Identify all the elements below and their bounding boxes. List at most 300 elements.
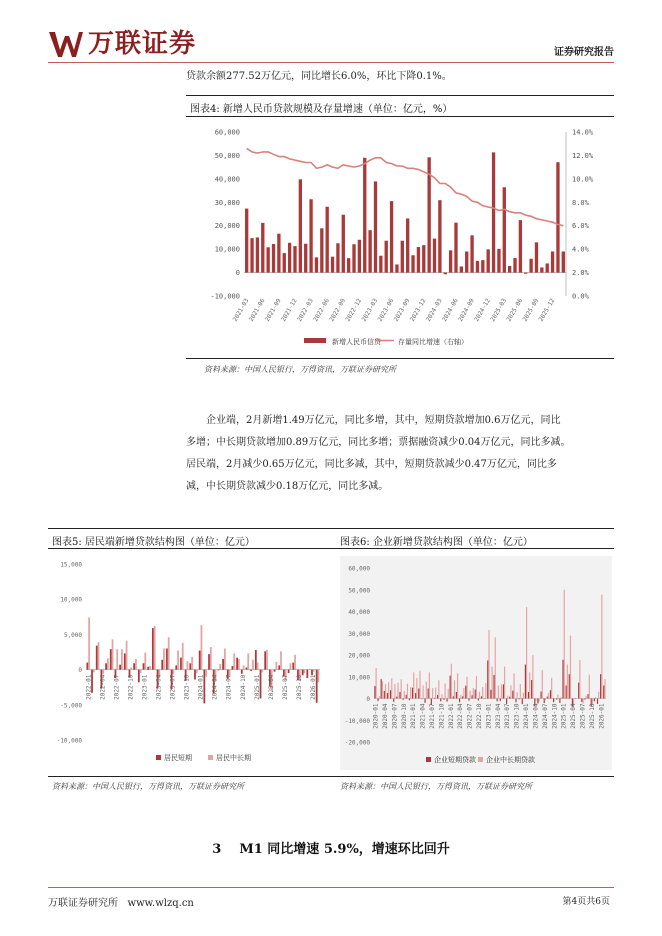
bar-new-rmb-loans xyxy=(385,241,388,273)
section-number: 3 xyxy=(212,842,222,857)
x-tick-label: 2021-04 xyxy=(419,703,427,729)
x-tick-label: 2022-04 xyxy=(457,703,465,729)
bar-long-term xyxy=(548,693,549,698)
bar-short-term xyxy=(218,670,220,671)
x-tick-label: 2022-07 xyxy=(113,674,121,700)
bar-short-term xyxy=(381,679,382,698)
bar-new-rmb-loans xyxy=(342,215,345,273)
bar-long-term xyxy=(601,595,602,699)
bar-long-term xyxy=(564,590,565,699)
x-tick-label: 2025-07 xyxy=(281,674,289,700)
x-tick-label: 2023-09 xyxy=(392,297,412,323)
bar-new-rmb-loans xyxy=(562,251,565,272)
bar-long-term xyxy=(224,648,226,669)
legend-label-short: 居民短期 xyxy=(164,754,192,762)
y-left-tick-label: 50,000 xyxy=(214,151,240,160)
bar-new-rmb-loans xyxy=(368,230,371,272)
bar-long-term xyxy=(413,672,414,698)
figures-5-6-bottom-rule xyxy=(48,776,614,777)
bar-long-term xyxy=(280,651,282,669)
bar-short-term xyxy=(588,694,589,698)
bar-long-term xyxy=(382,681,383,698)
bar-new-rmb-loans xyxy=(535,242,538,272)
bar-short-term xyxy=(306,670,308,678)
bar-new-rmb-loans xyxy=(272,244,275,273)
bar-short-term xyxy=(241,670,243,674)
y-left-tick-label: 0 xyxy=(235,269,240,278)
bar-short-term xyxy=(515,699,516,703)
x-tick-label: 2025-01 xyxy=(560,703,568,729)
y-right-tick-label: 0.0% xyxy=(572,292,589,301)
bar-new-rmb-loans xyxy=(433,239,436,273)
bar-short-term xyxy=(446,699,447,702)
x-tick-label: 2024-04 xyxy=(532,703,540,729)
bar-long-term xyxy=(523,693,524,699)
bar-short-term xyxy=(302,670,304,676)
x-tick-label: 2026-01 xyxy=(309,674,317,700)
y-tick-label: 30,000 xyxy=(348,630,370,638)
bar-short-term xyxy=(194,670,196,680)
y-tick-label: 10,000 xyxy=(60,596,82,604)
legend-swatch-bars xyxy=(304,338,326,343)
x-tick-label: 2022-07 xyxy=(466,703,474,729)
bar-long-term xyxy=(595,697,596,698)
bar-long-term xyxy=(201,625,203,669)
bar-short-term xyxy=(487,660,488,698)
y-tick-label: -20,000 xyxy=(344,739,370,747)
bar-new-rmb-loans xyxy=(395,264,398,272)
bar-short-term xyxy=(236,658,238,670)
bar-new-rmb-loans xyxy=(288,243,291,273)
bar-short-term xyxy=(208,654,210,669)
legend-label-line: 存量同比增速（右轴） xyxy=(398,338,468,346)
bar-long-term xyxy=(438,680,439,698)
bar-short-term xyxy=(553,699,554,703)
bar-short-term xyxy=(105,663,107,669)
bar-new-rmb-loans xyxy=(476,261,479,273)
bar-long-term xyxy=(460,695,461,699)
x-tick-label: 2025-07 xyxy=(579,703,587,729)
bar-short-term xyxy=(292,663,294,670)
bar-new-rmb-loans xyxy=(503,187,506,272)
bar-long-term xyxy=(394,684,395,699)
bar-short-term xyxy=(437,695,438,698)
figure4-top-rule xyxy=(186,95,614,96)
figure5-title: 图表5: 居民端新增贷款结构图（单位：亿元） xyxy=(52,537,255,548)
bar-short-term xyxy=(278,665,280,669)
x-tick-label: 2025-12 xyxy=(537,297,557,323)
bar-short-term xyxy=(124,653,126,669)
x-tick-label: 2024-12 xyxy=(473,297,492,323)
legend-label-short: 企业短期贷款 xyxy=(434,756,476,764)
bar-short-term xyxy=(450,676,451,699)
bar-long-term xyxy=(397,683,398,699)
bar-short-term xyxy=(478,699,479,701)
bar-short-term xyxy=(403,699,404,700)
bar-long-term xyxy=(482,687,483,699)
logo-w-icon xyxy=(48,28,84,60)
bar-new-rmb-loans xyxy=(250,238,253,272)
y-right-tick-label: 14.0% xyxy=(572,128,594,137)
bar-new-rmb-loans xyxy=(304,244,307,273)
x-tick-label: 2024-09 xyxy=(457,297,476,323)
bar-short-term xyxy=(556,699,557,700)
bar-new-rmb-loans xyxy=(444,273,447,275)
bar-long-term xyxy=(476,676,477,698)
legend-swatch-short xyxy=(426,757,431,762)
bar-long-term xyxy=(401,679,402,698)
x-tick-label: 2022-01 xyxy=(85,674,93,700)
bar-short-term xyxy=(406,695,407,699)
bar-long-term xyxy=(513,673,514,698)
bar-short-term xyxy=(180,658,182,670)
bar-long-term xyxy=(539,699,540,702)
bar-short-term xyxy=(377,699,378,702)
bar-short-term xyxy=(581,699,582,702)
bar-long-term xyxy=(529,672,530,698)
bar-new-rmb-loans xyxy=(309,199,312,272)
x-tick-label: 2023-04 xyxy=(494,703,502,729)
bar-long-term xyxy=(149,666,151,670)
x-tick-label: 2023-03 xyxy=(360,297,380,323)
x-tick-label: 2022-03 xyxy=(296,297,315,323)
y-tick-label: 40,000 xyxy=(348,609,370,616)
bar-long-term xyxy=(495,637,496,698)
x-tick-label: 2023-10 xyxy=(183,674,191,700)
bar-new-rmb-loans xyxy=(551,251,554,272)
bar-long-term xyxy=(504,667,505,699)
bar-short-term xyxy=(453,696,454,698)
bar-short-term xyxy=(584,699,585,700)
bar-new-rmb-loans xyxy=(460,266,463,272)
bar-long-term xyxy=(586,696,587,699)
bar-long-term xyxy=(520,684,521,699)
bar-long-term xyxy=(441,694,442,698)
bar-new-rmb-loans xyxy=(556,162,559,272)
bar-short-term xyxy=(462,696,463,698)
bar-short-term xyxy=(161,660,163,670)
x-tick-label: 2026-01 xyxy=(598,703,606,729)
y-left-tick-label: 60,000 xyxy=(214,128,240,137)
bar-long-term xyxy=(177,651,179,670)
bar-long-term xyxy=(243,665,245,669)
y-left-tick-label: 10,000 xyxy=(214,245,240,254)
y-tick-label: 0 xyxy=(366,696,370,703)
bar-long-term xyxy=(507,696,508,699)
bar-short-term xyxy=(86,663,88,670)
bar-short-term xyxy=(418,688,419,698)
bar-long-term xyxy=(517,692,518,698)
bar-long-term xyxy=(294,655,296,670)
bar-new-rmb-loans xyxy=(519,220,522,272)
bar-long-term xyxy=(98,642,100,669)
figure4-bottom-rule xyxy=(186,358,614,359)
bar-long-term xyxy=(479,692,480,699)
bar-long-term xyxy=(598,692,599,699)
bar-long-term xyxy=(304,670,306,674)
bar-long-term xyxy=(168,637,170,669)
bar-short-term xyxy=(540,692,541,699)
bar-long-term xyxy=(163,648,165,669)
x-tick-label: 2023-01 xyxy=(141,674,149,700)
bar-short-term xyxy=(222,659,224,670)
x-tick-label: 2024-04 xyxy=(211,674,219,700)
bar-short-term xyxy=(387,693,388,698)
bar-short-term xyxy=(475,690,476,699)
bar-new-rmb-loans xyxy=(438,200,441,272)
section-title: M1 同比增速 5.9%，增速环比回升 xyxy=(239,842,450,857)
bar-long-term xyxy=(93,670,95,673)
bar-short-term xyxy=(528,692,529,699)
bar-new-rmb-loans xyxy=(465,251,468,272)
bar-short-term xyxy=(472,695,473,698)
bar-new-rmb-loans xyxy=(374,181,377,272)
bar-long-term xyxy=(567,665,568,699)
bar-long-term xyxy=(492,667,493,699)
bar-long-term xyxy=(444,683,445,698)
figures-5-6-top-rule xyxy=(48,528,614,529)
bar-long-term xyxy=(570,636,571,699)
bar-long-term xyxy=(247,653,249,669)
bar-new-rmb-loans xyxy=(390,201,393,272)
x-tick-label: 2023-04 xyxy=(155,674,163,700)
bar-new-rmb-loans xyxy=(401,241,404,273)
bar-long-term xyxy=(454,680,455,698)
bar-short-term xyxy=(459,699,460,703)
bar-short-term xyxy=(384,691,385,699)
bar-long-term xyxy=(196,670,198,674)
bar-short-term xyxy=(434,698,435,699)
x-tick-label: 2025-10 xyxy=(295,674,303,700)
bar-short-term xyxy=(399,692,400,699)
y-left-tick-label: -10,000 xyxy=(210,292,240,301)
legend-label-bars: 新增人民币信贷 xyxy=(332,338,381,346)
bar-short-term xyxy=(415,693,416,698)
bar-new-rmb-loans xyxy=(266,247,269,272)
bar-long-term xyxy=(589,675,590,699)
bar-new-rmb-loans xyxy=(320,228,323,272)
section-heading xyxy=(0,838,662,857)
bar-long-term xyxy=(257,663,259,670)
bar-new-rmb-loans xyxy=(406,218,409,272)
bar-long-term xyxy=(172,670,174,675)
bar-short-term xyxy=(522,699,523,705)
bar-long-term xyxy=(313,670,315,672)
y-left-tick-label: 20,000 xyxy=(214,222,240,231)
bar-new-rmb-loans xyxy=(508,266,511,273)
y-right-tick-label: 12.0% xyxy=(572,151,594,160)
x-tick-label: 2023-12 xyxy=(408,297,428,323)
x-tick-label: 2022-01 xyxy=(447,703,455,729)
bar-long-term xyxy=(429,672,430,698)
x-tick-label: 2024-03 xyxy=(424,297,444,323)
bar-short-term xyxy=(110,649,112,669)
bar-long-term xyxy=(485,683,486,698)
bar-new-rmb-loans xyxy=(524,273,527,274)
y-tick-label: -5,000 xyxy=(60,702,82,710)
bar-long-term xyxy=(419,671,420,699)
x-tick-label: 2024-07 xyxy=(225,674,233,700)
bar-long-term xyxy=(144,653,146,670)
bar-short-term xyxy=(550,690,551,698)
bar-long-term xyxy=(112,639,114,669)
x-tick-label: 2024-06 xyxy=(441,297,460,323)
logo-text: 万联证券 xyxy=(88,29,197,59)
bar-short-term xyxy=(512,691,513,699)
footer-org-name: 万联证券研究所 xyxy=(48,898,118,909)
bar-short-term xyxy=(537,699,538,704)
footer-url[interactable]: www.wlzq.cn xyxy=(127,898,194,909)
brand-logo xyxy=(48,28,228,60)
paragraph-line-1: 企业端，2月新增1.49万亿元，同比多增，其中，短期贷款增加0.6万亿元，同比 xyxy=(206,415,561,426)
x-tick-label: 2022-09 xyxy=(328,297,348,323)
bar-long-term xyxy=(579,660,580,698)
bar-short-term xyxy=(440,699,441,702)
bar-long-term xyxy=(308,669,310,670)
paragraph-line-3: 居民端，2月减少0.65万亿元，同比多减，其中，短期贷款减少0.47万亿元，同比多 xyxy=(186,459,557,470)
x-tick-label: 2024-10 xyxy=(551,703,559,729)
bar-long-term xyxy=(466,677,467,699)
bar-long-term xyxy=(289,663,291,669)
footer-divider xyxy=(48,887,614,888)
bar-short-term xyxy=(506,699,507,704)
bar-short-term xyxy=(424,699,425,703)
bar-long-term xyxy=(551,678,552,699)
bar-long-term xyxy=(451,664,452,699)
x-tick-label: 2022-04 xyxy=(99,674,107,700)
figure5-source: 资料来源：中国人民银行，万得资讯，万联证券研究所 xyxy=(52,782,244,791)
x-tick-label: 2024-07 xyxy=(541,703,549,729)
y-tick-label: -10,000 xyxy=(56,737,82,745)
bar-new-rmb-loans xyxy=(529,259,532,273)
bar-new-rmb-loans xyxy=(256,237,259,272)
figure6-title: 图表6: 企业新增贷款结构图（单位：亿元） xyxy=(340,537,533,548)
bar-long-term xyxy=(191,657,193,670)
bar-short-term xyxy=(503,684,504,698)
bar-short-term xyxy=(421,699,422,700)
x-tick-label: 2023-01 xyxy=(485,703,493,729)
bar-short-term xyxy=(96,646,98,670)
x-tick-label: 2021-07 xyxy=(429,703,436,729)
bar-new-rmb-loans xyxy=(487,249,490,272)
bar-short-term xyxy=(481,696,482,698)
bar-long-term xyxy=(140,670,142,674)
bar-long-term xyxy=(135,659,137,670)
x-tick-label: 2025-09 xyxy=(521,297,541,323)
x-tick-label: 2023-06 xyxy=(376,297,396,323)
y-right-tick-label: 8.0% xyxy=(572,198,589,207)
legend-label-long: 居民中长期 xyxy=(216,754,251,762)
figure5-chart xyxy=(52,556,324,770)
bar-new-rmb-loans xyxy=(492,152,495,272)
figure4-chart xyxy=(186,118,614,356)
footer-org xyxy=(48,894,194,909)
bar-long-term xyxy=(219,664,221,670)
x-tick-label: 2021-06 xyxy=(247,297,267,323)
bar-short-term xyxy=(490,690,491,699)
bar-long-term xyxy=(275,662,277,670)
bar-long-term xyxy=(432,688,433,698)
line-stock-growth xyxy=(247,148,564,225)
bar-new-rmb-loans xyxy=(245,209,248,273)
bar-new-rmb-loans xyxy=(352,244,355,272)
figure6-chart xyxy=(340,556,612,770)
bar-short-term xyxy=(255,650,257,670)
bar-new-rmb-loans xyxy=(293,246,296,272)
bar-long-term xyxy=(233,653,235,669)
bar-short-term xyxy=(199,651,201,670)
bar-long-term xyxy=(404,691,405,699)
legend-swatch-long xyxy=(208,755,213,760)
figure4-title: 图表4: 新增人民币贷款规模及存量增速（单位：亿元，%） xyxy=(190,104,453,115)
header-divider xyxy=(48,62,614,63)
bar-new-rmb-loans xyxy=(411,255,414,272)
bar-long-term xyxy=(448,689,449,699)
bar-long-term xyxy=(261,670,263,673)
bar-new-rmb-loans xyxy=(347,258,350,272)
x-tick-label: 2021-09 xyxy=(263,297,283,323)
y-left-tick-label: 30,000 xyxy=(214,198,240,207)
bar-long-term xyxy=(545,699,546,701)
bar-short-term xyxy=(525,665,526,699)
x-tick-label: 2020-10 xyxy=(400,703,408,729)
bar-short-term xyxy=(390,690,391,698)
y-tick-label: 50,000 xyxy=(348,587,370,595)
bar-long-term xyxy=(423,685,424,698)
bar-short-term xyxy=(566,685,567,698)
bar-long-term xyxy=(410,687,411,698)
x-tick-label: 2023-07 xyxy=(504,703,512,729)
chart-background xyxy=(340,556,612,770)
bar-new-rmb-loans xyxy=(277,234,280,273)
footer-page-number: 第4页共6页 xyxy=(562,897,610,907)
y-tick-label: 5,000 xyxy=(63,631,82,639)
bar-new-rmb-loans xyxy=(283,253,286,272)
y-tick-label: 15,000 xyxy=(60,561,82,569)
bar-long-term xyxy=(205,670,207,677)
y-right-tick-label: 6.0% xyxy=(572,222,589,231)
bar-long-term xyxy=(116,649,118,669)
bar-short-term xyxy=(578,683,579,699)
y-right-tick-label: 2.0% xyxy=(572,269,589,278)
bar-short-term xyxy=(594,699,595,702)
bar-long-term xyxy=(126,641,128,670)
bar-long-term xyxy=(510,685,511,698)
bar-long-term xyxy=(121,649,123,669)
bar-short-term xyxy=(597,699,598,704)
x-tick-label: 2025-04 xyxy=(267,674,275,700)
bar-short-term xyxy=(133,663,135,669)
bar-new-rmb-loans xyxy=(481,260,484,272)
bar-long-term xyxy=(526,607,527,698)
bar-short-term xyxy=(456,692,457,699)
bar-short-term xyxy=(288,670,290,674)
bar-long-term xyxy=(554,699,555,700)
bar-long-term xyxy=(604,679,605,698)
bar-long-term xyxy=(154,626,156,670)
bar-long-term xyxy=(407,684,408,699)
bar-long-term xyxy=(470,690,471,698)
x-tick-label: 2020-07 xyxy=(391,703,399,729)
x-tick-label: 2025-04 xyxy=(570,703,578,729)
bar-short-term xyxy=(143,663,145,669)
bar-new-rmb-loans xyxy=(513,258,516,273)
x-tick-label: 2022-12 xyxy=(344,297,364,323)
bar-long-term xyxy=(535,699,536,701)
bar-short-term xyxy=(569,674,570,698)
bar-new-rmb-loans xyxy=(363,158,366,273)
bar-long-term xyxy=(187,661,189,669)
